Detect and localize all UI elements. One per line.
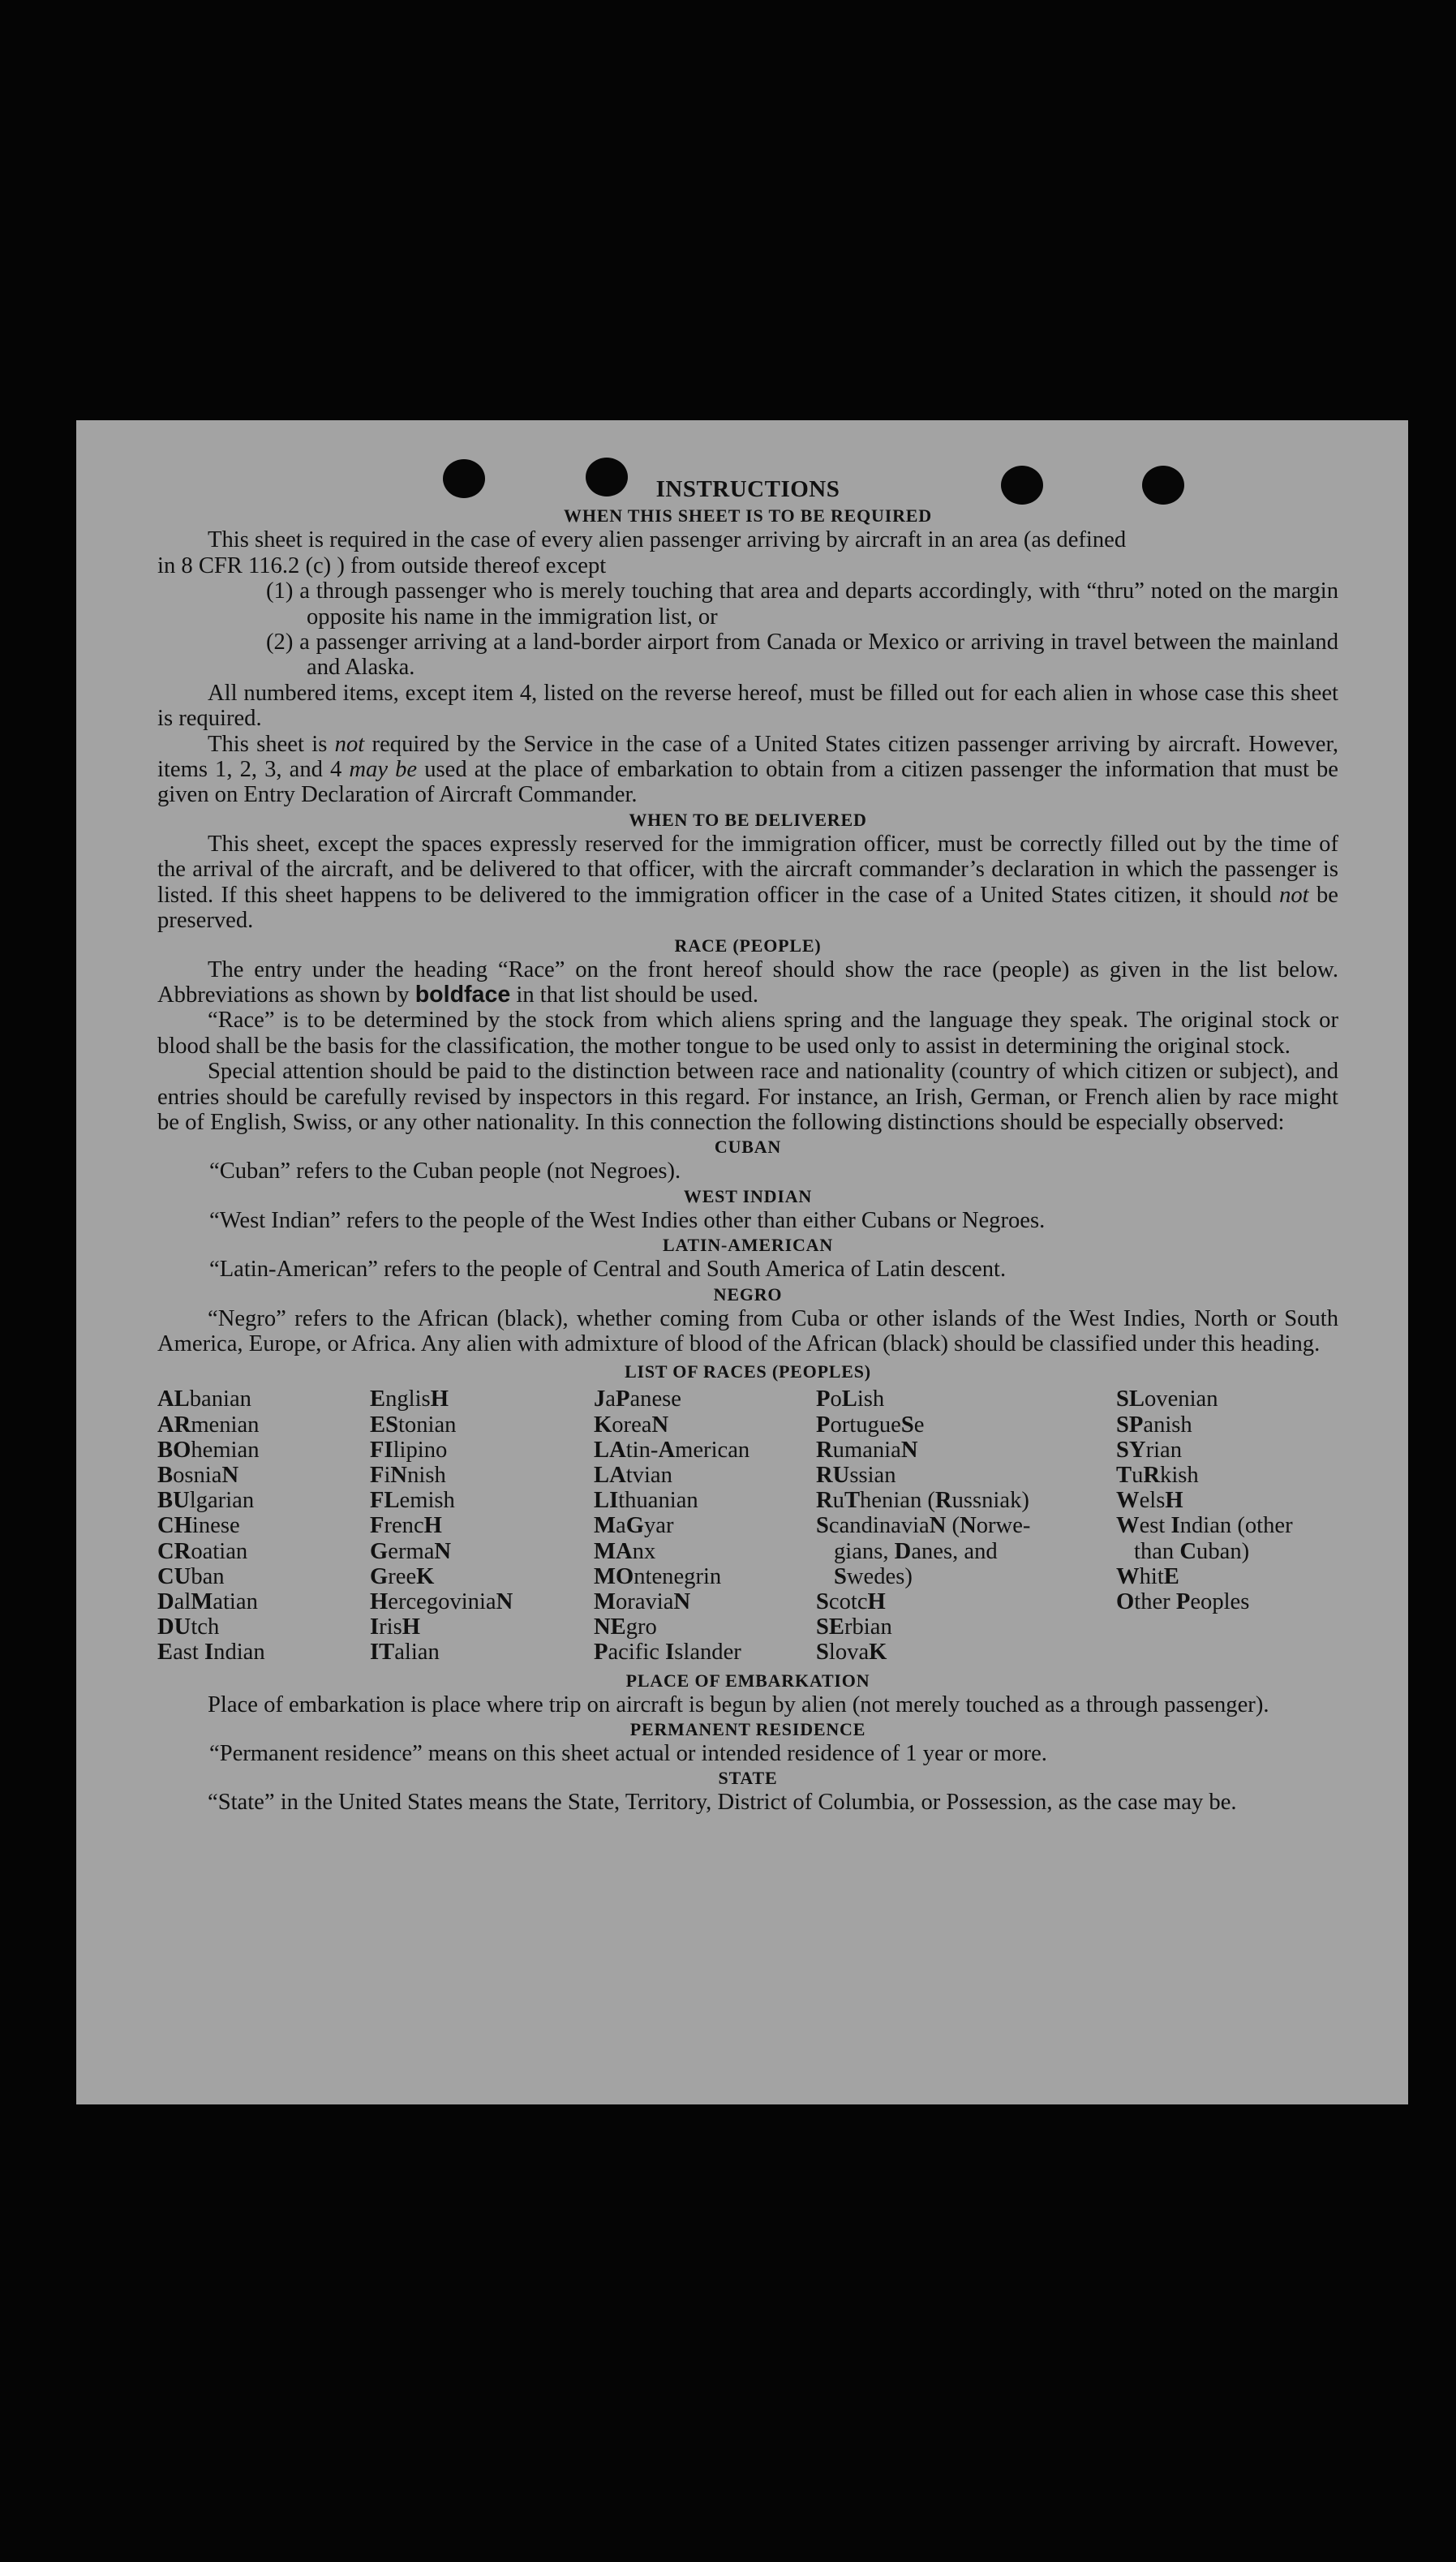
race-column-1 <box>157 1386 370 1665</box>
race-entry: SErbian <box>816 1614 892 1640</box>
race-entry: RUssian <box>816 1462 896 1488</box>
race-entry: LAtvian <box>594 1462 672 1488</box>
place-of-embarkation-definition: Place of embarkation is place where trip on aircraft is begun by alien (not merely touched as a through passenger). <box>208 1692 1269 1717</box>
race-entry: PoLish <box>816 1386 885 1412</box>
race-entry: Other Peoples <box>1116 1589 1250 1614</box>
section-heading-cuban: CUBAN <box>714 1137 782 1158</box>
instruction-sheet <box>76 420 1408 2104</box>
race-entry: Pacific Islander <box>594 1640 741 1666</box>
race-entry: FrencH <box>370 1513 442 1539</box>
race-entry: NEgro <box>594 1614 657 1640</box>
race-entry: TuRkish <box>1116 1462 1199 1488</box>
section-heading-place-of-embarkation: PLACE OF EMBARKATION <box>625 1670 870 1691</box>
page-title: INSTRUCTIONS <box>655 476 840 502</box>
race-entry: LAtin-American <box>594 1437 750 1463</box>
text-run: be preserved. <box>157 882 1338 934</box>
section-heading-permanent-residence: PERMANENT RESIDENCE <box>629 1719 866 1740</box>
race-paragraph-2: “Race” is to be determined by the stock from which aliens spring and the language they speak. The original stock or blood shall be the basis for the classification, the mother tongue to be used only to assist in determining the original stock. <box>157 1008 1338 1059</box>
race-entry: SlovaK <box>816 1640 887 1666</box>
race-entry: West Indian (other <box>1116 1513 1293 1539</box>
race-entry: CHinese <box>157 1513 240 1539</box>
cuban-definition: “Cuban” refers to the Cuban people (not Negroes). <box>209 1158 681 1184</box>
race-entry: MAnx <box>594 1538 656 1564</box>
section-heading-west-indian: WEST INDIAN <box>683 1185 813 1206</box>
race-entry: HercegoviniaN <box>370 1589 513 1614</box>
race-entry: IrisH <box>370 1614 420 1640</box>
race-column-4 <box>816 1386 1116 1665</box>
numbered-items-paragraph: All numbered items, except item 4, listed on the reverse hereof, must be filled out for each alien in whose case this sheet is required. <box>157 680 1338 732</box>
race-entry: PortugueSe <box>816 1412 925 1438</box>
delivery-paragraph <box>157 832 1338 934</box>
race-entry: EnglisH <box>370 1386 449 1412</box>
emphasis: not <box>334 731 365 757</box>
section-heading-list-of-races: LIST OF RACES (PEOPLES) <box>625 1361 871 1382</box>
race-entry-continued: gians, Danes, and <box>834 1538 998 1564</box>
exception-item-2: (2) a passenger arriving at a land-border airport from Canada or Mexico or arriving in travel between the mainland and Alaska. <box>266 630 1338 681</box>
race-entry: MaGyar <box>594 1513 674 1539</box>
text-run: used at the place of embarkation to obtain from a citizen passenger the information that must be given on Entry Declaration of Aircraft Commander. <box>157 757 1338 808</box>
text-run: required by the Service in the case of a United States citizen passenger arriving by aircraft. However, items 1, 2, 3, and 4 <box>157 731 1338 783</box>
race-entry: CRoatian <box>157 1538 248 1564</box>
section-heading-race: RACE (PEOPLE) <box>674 935 822 956</box>
race-entry: East Indian <box>157 1640 265 1666</box>
race-entry: CUban <box>157 1563 225 1589</box>
race-paragraph-1 <box>157 957 1338 1008</box>
sheet-content <box>157 477 1338 1816</box>
section-heading-when-delivered: WHEN TO BE DELIVERED <box>629 809 867 830</box>
race-entry: BosniaN <box>157 1462 239 1488</box>
emphasis: not <box>1279 882 1309 908</box>
race-entry: SYrian <box>1116 1437 1183 1463</box>
race-column-3 <box>594 1386 816 1665</box>
race-entry-continued: Swedes) <box>834 1563 913 1589</box>
section-heading-negro: NEGRO <box>713 1283 783 1305</box>
intro-line-1: This sheet is required in the case of every alien passenger arriving by aircraft in an area (as defined <box>208 527 1127 553</box>
text-run: This sheet is <box>208 731 335 757</box>
race-entry: ITalian <box>370 1640 440 1666</box>
exception-list <box>157 578 1338 681</box>
race-entry: BOhemian <box>157 1437 260 1463</box>
section-heading-when-required: WHEN THIS SHEET IS TO BE REQUIRED <box>564 505 932 527</box>
race-entry: BUlgarian <box>157 1488 255 1514</box>
race-entry: SPanish <box>1116 1412 1192 1438</box>
west-indian-definition: “West Indian” refers to the people of the West Indies other than either Cubans or Negroes. <box>209 1207 1046 1233</box>
race-column-2 <box>370 1386 594 1665</box>
race-entry: SLovenian <box>1116 1386 1218 1412</box>
race-entry: LIthuanian <box>594 1488 698 1514</box>
text-run: This sheet, except the spaces expressly reserved for the immigration officer, must be correctly filled out by the time of the arrival of the aircraft, and be delivered to that officer, with the aircraft commander’s declaration in which the passenger is listed. If this sheet happens to be delivered to the immigration officer in the case of a United States citizen, it should <box>157 831 1338 908</box>
race-column-5 <box>1116 1386 1338 1665</box>
section-heading-latin-american: LATIN-AMERICAN <box>662 1235 834 1256</box>
race-entry: ARmenian <box>157 1412 260 1438</box>
race-paragraph-3: Special attention should be paid to the distinction between race and nationality (country of which citizen or subject), and entries should be carefully revised by inspectors in this regard. For instance, an Irish, German, or French alien by race might be of English, Swiss, or any other nationality. In this connection the following distinctions should be especially observed: <box>157 1059 1338 1135</box>
race-entry: FIlipino <box>370 1437 448 1463</box>
race-entry: ScandinaviaN (Norwe- <box>816 1513 1031 1539</box>
race-entry: KoreaN <box>594 1412 669 1438</box>
latin-american-definition: “Latin-American” refers to the people of Central and South America of Latin descent. <box>209 1257 1007 1283</box>
race-list <box>157 1386 1338 1665</box>
exception-item-1: (1) a through passenger who is merely touching that area and departs accordingly, with “thru” noted on the margin opposite his name in the immigration list, or <box>266 578 1338 630</box>
race-entry: FiNnish <box>370 1462 446 1488</box>
race-entry: ALbanian <box>157 1386 251 1412</box>
race-entry: GermaN <box>370 1538 452 1564</box>
citizen-paragraph <box>157 732 1338 808</box>
when-required-intro <box>157 527 1338 578</box>
race-entry-continued: than Cuban) <box>1134 1538 1250 1564</box>
race-entry: JaPanese <box>594 1386 681 1412</box>
text-run: in that list should be used. <box>510 982 759 1008</box>
race-entry: WhitE <box>1116 1563 1179 1589</box>
text-run: The entry under the heading “Race” on the front hereof should show the race (people) as given in the list below. Abbreviations as shown by <box>157 956 1338 1008</box>
race-entry: ScotcH <box>816 1589 886 1614</box>
race-entry: GreeK <box>370 1563 435 1589</box>
bold-word: boldface <box>414 981 511 1008</box>
emphasis: may be <box>349 757 418 783</box>
state-definition: “State” in the United States means the State, Territory, District of Columbia, or Possession, as the case may be. <box>208 1790 1237 1816</box>
race-entry: MoraviaN <box>594 1589 691 1614</box>
race-entry: RuThenian (Russniak) <box>816 1488 1029 1514</box>
race-entry: WelsH <box>1116 1488 1183 1514</box>
race-entry: FLemish <box>370 1488 455 1514</box>
race-entry: DUtch <box>157 1614 220 1640</box>
negro-definition: “Negro” refers to the African (black), whether coming from Cuba or other islands of the West Indies, North or South America, Europe, or Africa. Any alien with admixture of blood of the African (black) should be classified under this heading. <box>157 1305 1338 1356</box>
permanent-residence-definition: “Permanent residence” means on this sheet actual or intended residence of 1 year or more. <box>209 1741 1047 1767</box>
race-entry: RumaniaN <box>816 1437 918 1463</box>
intro-line-2: in 8 CFR 116.2 (c) ) from outside thereof except <box>157 552 607 578</box>
section-heading-state: STATE <box>718 1768 778 1789</box>
race-entry: EStonian <box>370 1412 457 1438</box>
race-entry: MOntenegrin <box>594 1563 722 1589</box>
race-entry: DalMatian <box>157 1589 258 1614</box>
